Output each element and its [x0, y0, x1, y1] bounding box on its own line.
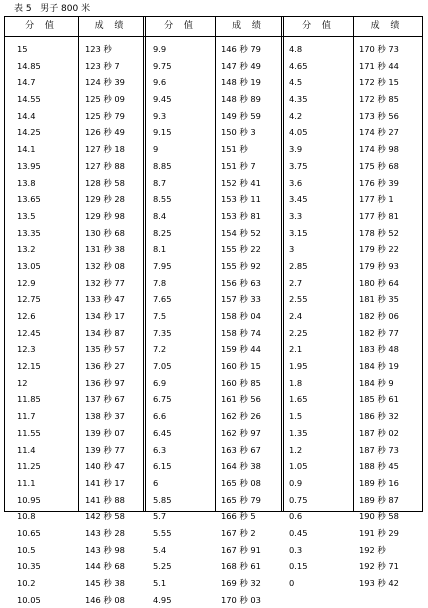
table-cell: 6.75	[153, 394, 172, 405]
table-cell: 9.3	[153, 110, 167, 121]
table-cell: 175 秒 68	[359, 160, 399, 171]
table-number: 表 5	[14, 4, 32, 14]
table-cell: 2.4	[289, 311, 303, 321]
table-cell: 134 秒 87	[85, 327, 125, 338]
group-divider	[143, 17, 146, 511]
table-cell: 147 秒 49	[221, 60, 261, 71]
table-cell: 187 秒 73	[359, 444, 399, 455]
table-cell: 7.8	[153, 277, 167, 288]
table-cell: 150 秒 3	[221, 127, 256, 138]
table-cell: 141 秒 17	[85, 477, 125, 488]
table-cell: 136 秒 27	[85, 361, 125, 372]
table-cell: 12.6	[17, 311, 36, 321]
table-cell: 7.95	[153, 260, 172, 271]
table-cell: 160 秒 85	[221, 377, 261, 388]
table-cell: 0	[289, 578, 295, 588]
table-cell: 3.75	[289, 160, 308, 171]
table-cell: 1.95	[289, 361, 308, 372]
table-cell: 14.7	[17, 77, 36, 88]
table-cell: 156 秒 63	[221, 277, 261, 288]
table-cell: 187 秒 02	[359, 427, 399, 438]
table-cell: 155 秒 22	[221, 244, 261, 255]
table-cell: 185 秒 61	[359, 394, 399, 405]
table-cell: 9.9	[153, 44, 167, 54]
table-cell: 4.65	[289, 60, 308, 71]
table-cell: 4.95	[153, 594, 172, 605]
table-cell: 133 秒 47	[85, 294, 125, 305]
table-cell: 8.25	[153, 227, 172, 238]
result-column-1	[85, 41, 125, 608]
column-divider	[353, 17, 354, 511]
table-cell: 12.9	[17, 277, 36, 288]
table-cell: 166 秒 5	[221, 511, 256, 522]
table-cell: 172 秒 85	[359, 94, 399, 105]
table-cell: 162 秒 26	[221, 411, 261, 422]
result-column-2	[221, 41, 261, 608]
table-cell: 14.85	[17, 60, 41, 71]
table-cell: 148 秒 19	[221, 77, 261, 88]
header-result-3: 成 绩	[370, 21, 404, 31]
table-cell: 15	[17, 44, 28, 54]
table-cell: 7.05	[153, 361, 172, 372]
table-cell: 189 秒 87	[359, 494, 399, 505]
table-cell: 174 秒 27	[359, 127, 399, 138]
header-score-1: 分 值	[25, 21, 58, 31]
table-cell: 180 秒 64	[359, 277, 399, 288]
table-cell: 1.05	[289, 461, 308, 472]
table-cell: 13.2	[17, 244, 36, 255]
header-score-2: 分 值	[164, 21, 197, 31]
group-divider	[281, 17, 284, 511]
table-cell: 141 秒 88	[85, 494, 125, 505]
table-cell: 129 秒 98	[85, 210, 125, 221]
table-cell: 10.2	[17, 578, 36, 588]
header-score-3: 分 值	[302, 21, 335, 31]
table-cell: 179 秒 93	[359, 260, 399, 271]
table-cell: 5.1	[153, 578, 167, 588]
table-cell: 127 秒 88	[85, 160, 125, 171]
table-cell: 5.4	[153, 544, 167, 555]
table-cell: 148 秒 89	[221, 94, 261, 105]
table-cell: 1.5	[289, 411, 303, 422]
table-cell: 6.3	[153, 444, 167, 455]
table-cell: 3.9	[289, 144, 303, 155]
table-cell: 7.65	[153, 294, 172, 305]
table-cell: 174 秒 98	[359, 144, 399, 155]
table-cell: 182 秒 77	[359, 327, 399, 338]
table-cell: 136 秒 97	[85, 377, 125, 388]
table-cell: 140 秒 47	[85, 461, 125, 472]
table-cell: 12.75	[17, 294, 41, 305]
table-cell: 9.45	[153, 94, 172, 105]
table-cell: 182 秒 06	[359, 311, 399, 321]
column-divider	[78, 17, 79, 511]
table-cell: 128 秒 58	[85, 177, 125, 188]
table-cell: 177 秒 81	[359, 210, 399, 221]
table-cell: 11.25	[17, 461, 41, 472]
table-cell: 11.85	[17, 394, 41, 405]
score-table	[4, 16, 423, 605]
table-cell: 3.45	[289, 194, 308, 205]
table-cell: 6.6	[153, 411, 167, 422]
table-cell: 159 秒 44	[221, 344, 261, 355]
table-cell: 181 秒 35	[359, 294, 399, 305]
result-column-3	[359, 41, 399, 592]
table-cell: 10.65	[17, 527, 41, 538]
table-cell: 13.05	[17, 260, 41, 271]
table-cell: 152 秒 41	[221, 177, 261, 188]
table-cell: 160 秒 15	[221, 361, 261, 372]
table-cell: 13.65	[17, 194, 41, 205]
table-cell: 168 秒 61	[221, 561, 261, 572]
table-cell: 170 秒 03	[221, 594, 261, 605]
table-cell: 132 秒 08	[85, 260, 125, 271]
table-cell: 10.95	[17, 494, 41, 505]
table-cell: 130 秒 68	[85, 227, 125, 238]
table-cell: 129 秒 28	[85, 194, 125, 205]
table-cell: 123 秒 7	[85, 60, 120, 71]
table-cell: 4.05	[289, 127, 308, 138]
table-cell: 11.7	[17, 411, 36, 422]
table-cell: 2.85	[289, 260, 308, 271]
table-caption	[14, 2, 90, 16]
table-cell: 189 秒 16	[359, 477, 399, 488]
table-cell: 5.7	[153, 511, 167, 522]
table-cell: 155 秒 92	[221, 260, 261, 271]
table-cell: 135 秒 57	[85, 344, 125, 355]
table-cell: 5.55	[153, 527, 172, 538]
table-cell: 163 秒 67	[221, 444, 261, 455]
header-result-1: 成 绩	[94, 21, 128, 31]
table-cell: 146 秒 08	[85, 594, 125, 605]
table-cell: 162 秒 97	[221, 427, 261, 438]
table-cell: 123 秒	[85, 44, 112, 54]
table-cell: 6.9	[153, 377, 167, 388]
table-cell: 6	[153, 477, 159, 488]
table-cell: 0.6	[289, 511, 303, 522]
table-cell: 0.75	[289, 494, 308, 505]
header-result-2: 成 绩	[232, 21, 265, 31]
table-cell: 9.15	[153, 127, 172, 138]
table-cell: 172 秒 15	[359, 77, 399, 88]
table-cell: 14.4	[17, 110, 36, 121]
table-cell: 14.25	[17, 127, 41, 138]
table-cell: 4.5	[289, 77, 303, 88]
table-cell: 139 秒 07	[85, 427, 125, 438]
table-cell: 13.95	[17, 160, 41, 171]
table-cell: 6.45	[153, 427, 172, 438]
table-cell: 134 秒 17	[85, 311, 125, 321]
header-rule	[5, 36, 422, 37]
table-cell: 3.15	[289, 227, 308, 238]
table-cell: 10.05	[17, 594, 41, 605]
table-cell: 13.35	[17, 227, 41, 238]
table-cell: 157 秒 33	[221, 294, 261, 305]
table-cell: 4.2	[289, 110, 303, 121]
table-cell: 10.35	[17, 561, 41, 572]
table-cell: 9.75	[153, 60, 172, 71]
table-cell: 8.1	[153, 244, 167, 255]
table-cell: 186 秒 32	[359, 411, 399, 422]
table-cell: 7.35	[153, 327, 172, 338]
table-cell: 4.35	[289, 94, 308, 105]
table-cell: 4.8	[289, 44, 303, 54]
table-cell: 1.2	[289, 444, 303, 455]
table-cell: 184 秒 9	[359, 377, 394, 388]
table-cell: 158 秒 74	[221, 327, 261, 338]
table-cell: 2.7	[289, 277, 303, 288]
table-cell: 13.8	[17, 177, 36, 188]
table-cell: 9.6	[153, 77, 167, 88]
table-cell: 183 秒 48	[359, 344, 399, 355]
table-cell: 192 秒 71	[359, 561, 399, 572]
table-cell: 145 秒 38	[85, 578, 125, 588]
table-cell: 137 秒 67	[85, 394, 125, 405]
table-cell: 139 秒 77	[85, 444, 125, 455]
table-cell: 142 秒 58	[85, 511, 125, 522]
table-cell: 149 秒 59	[221, 110, 261, 121]
table-cell: 144 秒 68	[85, 561, 125, 572]
table-cell: 161 秒 56	[221, 394, 261, 405]
table-cell: 13.5	[17, 210, 36, 221]
table-cell: 7.5	[153, 311, 167, 321]
table-cell: 146 秒 79	[221, 44, 261, 54]
table-cell: 5.25	[153, 561, 172, 572]
table-cell: 7.2	[153, 344, 167, 355]
table-cell: 1.35	[289, 427, 308, 438]
table-cell: 191 秒 29	[359, 527, 399, 538]
table-cell: 153 秒 81	[221, 210, 261, 221]
table-cell: 1.65	[289, 394, 308, 405]
table-cell: 0.9	[289, 477, 303, 488]
table-cell: 177 秒 1	[359, 194, 394, 205]
table-cell: 10.8	[17, 511, 36, 522]
table-cell: 143 秒 98	[85, 544, 125, 555]
table-cell: 153 秒 11	[221, 194, 261, 205]
table-cell: 143 秒 28	[85, 527, 125, 538]
table-cell: 11.1	[17, 477, 36, 488]
table-cell: 3	[289, 244, 295, 255]
table-cell: 0.45	[289, 527, 308, 538]
table-cell: 125 秒 09	[85, 94, 125, 105]
table-cell: 8.4	[153, 210, 167, 221]
table-cell: 190 秒 58	[359, 511, 399, 522]
table-cell: 3.6	[289, 177, 303, 188]
table-cell: 176 秒 39	[359, 177, 399, 188]
score-column-2	[153, 41, 171, 608]
table-cell: 2.1	[289, 344, 303, 355]
table-cell: 5.85	[153, 494, 172, 505]
table-cell: 165 秒 79	[221, 494, 261, 505]
table-cell: 12.45	[17, 327, 41, 338]
table-cell: 8.7	[153, 177, 167, 188]
table-cell: 178 秒 52	[359, 227, 399, 238]
table-cell: 2.55	[289, 294, 308, 305]
table-cell: 154 秒 52	[221, 227, 261, 238]
table-cell: 0.3	[289, 544, 303, 555]
table-cell: 1.8	[289, 377, 303, 388]
table-cell: 167 秒 2	[221, 527, 256, 538]
table-cell: 11.4	[17, 444, 36, 455]
table-cell: 151 秒	[221, 144, 248, 155]
table-cell: 127 秒 18	[85, 144, 125, 155]
table-cell: 164 秒 38	[221, 461, 261, 472]
table-cell: 11.55	[17, 427, 41, 438]
table-cell: 170 秒 73	[359, 44, 399, 54]
table-cell: 6.15	[153, 461, 172, 472]
score-column-3	[289, 41, 307, 592]
table-cell: 126 秒 49	[85, 127, 125, 138]
table-cell: 151 秒 7	[221, 160, 256, 171]
table-title: 男子 800 米	[40, 4, 91, 14]
table-cell: 10.5	[17, 544, 36, 555]
table-cell: 8.85	[153, 160, 172, 171]
table-cell: 169 秒 32	[221, 578, 261, 588]
table-cell: 179 秒 22	[359, 244, 399, 255]
table-cell: 14.1	[17, 144, 36, 155]
table-cell: 131 秒 38	[85, 244, 125, 255]
table-cell: 9	[153, 144, 159, 155]
table-cell: 173 秒 56	[359, 110, 399, 121]
table-cell: 171 秒 44	[359, 60, 399, 71]
table-cell: 12.3	[17, 344, 36, 355]
table-cell: 124 秒 39	[85, 77, 125, 88]
table-cell: 12.15	[17, 361, 41, 372]
table-cell: 158 秒 04	[221, 311, 261, 321]
table-cell: 193 秒 42	[359, 578, 399, 588]
table-cell: 3.3	[289, 210, 303, 221]
table-cell: 165 秒 08	[221, 477, 261, 488]
table-cell: 2.25	[289, 327, 308, 338]
table-cell: 184 秒 19	[359, 361, 399, 372]
table-cell: 188 秒 45	[359, 461, 399, 472]
table-cell: 0.15	[289, 561, 308, 572]
table-cell: 125 秒 79	[85, 110, 125, 121]
table-cell: 8.55	[153, 194, 172, 205]
table-cell: 132 秒 77	[85, 277, 125, 288]
table-cell: 192 秒	[359, 544, 386, 555]
score-column-1	[17, 41, 41, 608]
table-cell: 167 秒 91	[221, 544, 261, 555]
table-cell: 12	[17, 377, 28, 388]
table-cell: 138 秒 37	[85, 411, 125, 422]
column-divider	[215, 17, 216, 511]
table-cell: 14.55	[17, 94, 41, 105]
